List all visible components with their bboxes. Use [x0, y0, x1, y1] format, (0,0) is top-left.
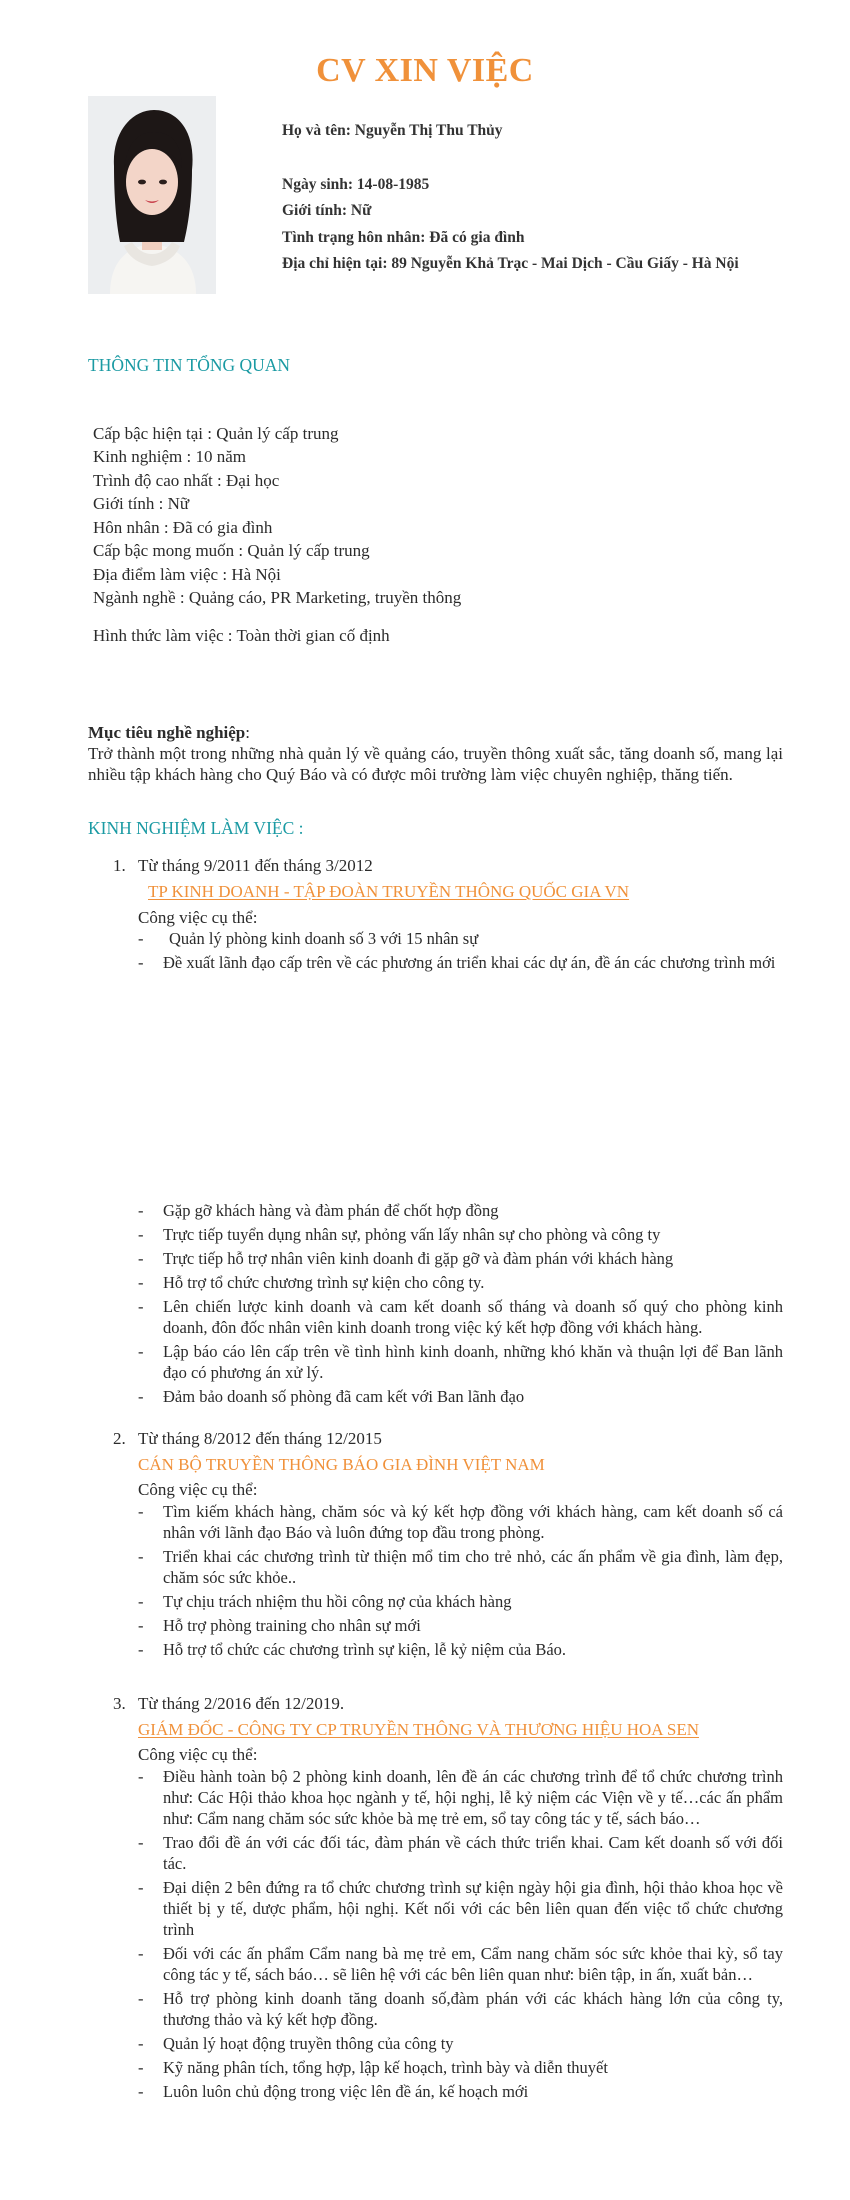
profile-photo [88, 96, 216, 294]
job-task: - Đảm bảo doanh số phòng đã cam kết với Ban lãnh đạo [138, 1386, 783, 1407]
job-period: Từ tháng 8/2012 đến tháng 12/2015 [138, 1429, 382, 1448]
overview-item: Kinh nghiệm : 10 năm [93, 447, 246, 466]
job-task: - Gặp gỡ khách hàng và đàm phán để chốt hợp đồng [138, 1200, 783, 1221]
overview-item: Giới tính : Nữ [93, 494, 190, 513]
job-task: - Quản lý hoạt động truyền thông của công ty [138, 2033, 783, 2054]
job-duties-label: Công việc cụ thể: [138, 908, 258, 927]
job-task: - Điều hành toàn bộ 2 phòng kinh doanh, lên đề án các chương trình để tổ chức chương trình như: Các Hội thảo khoa học ngành y tế, hội nghị, lễ kỷ niệm các Viện về y tế…các ấn phẩm như: Cẩm nang chăm sóc sức khỏe bà mẹ trẻ em, sổ tay công tác y tế, sách báo… [138, 1766, 783, 1829]
marital-status: Tình trạng hôn nhân: Đã có gia đình [282, 229, 525, 246]
job-task: - Hỗ trợ tổ chức các chương trình sự kiện, lễ kỷ niệm của Báo. [138, 1639, 783, 1660]
job-title: TP KINH DOANH - TẬP ĐOÀN TRUYỀN THÔNG QUỐC GIA VN [148, 882, 630, 901]
job-task: - Đề xuất lãnh đạo cấp trên về các phương án triển khai các dự án, đề án các chương trình mới [138, 952, 783, 973]
job-task-list [138, 1200, 783, 1410]
overview-item: Cấp bậc hiện tại : Quản lý cấp trung [93, 424, 339, 443]
job-number: 3. [113, 1694, 126, 1713]
job-number: 2. [113, 1429, 126, 1448]
job-number: 1. [113, 856, 126, 875]
job-task: - Triển khai các chương trình từ thiện mổ tim cho trẻ nhỏ, các ấn phẩm về gia đình, làm đẹp, chăm sóc sức khỏe.. [138, 1546, 783, 1588]
job-task: - Luôn luôn chủ động trong việc lên đề án, kế hoạch mới [138, 2081, 783, 2102]
job-task: - Trực tiếp tuyển dụng nhân sự, phỏng vấn lấy nhân sự cho phòng và công ty [138, 1224, 783, 1245]
job-task: - Trực tiếp hỗ trợ nhân viên kinh doanh đi gặp gỡ và đàm phán với khách hàng [138, 1248, 783, 1269]
overview-item: Địa điểm làm việc : Hà Nội [93, 565, 281, 584]
overview-item: Trình độ cao nhất : Đại học [93, 471, 280, 490]
job-task-list [138, 928, 783, 976]
job-period: Từ tháng 9/2011 đến tháng 3/2012 [138, 856, 373, 875]
date-of-birth: Ngày sinh: 14-08-1985 [282, 176, 430, 193]
job-task-list [138, 1501, 783, 1663]
job-task: - Tự chịu trách nhiệm thu hồi công nợ của khách hàng [138, 1591, 783, 1612]
job-task: - Kỹ năng phân tích, tổng hợp, lập kế hoạch, trình bày và diễn thuyết [138, 2057, 783, 2078]
job-task: - Lập báo cáo lên cấp trên về tình hình kinh doanh, những khó khăn và thuận lợi để Ban lãnh đạo có phương án xử lý. [138, 1341, 783, 1383]
overview-item: Ngành nghề : Quảng cáo, PR Marketing, truyền thông [93, 588, 462, 607]
job-title: CÁN BỘ TRUYỀN THÔNG BÁO GIA ĐÌNH VIỆT NAM [138, 1455, 545, 1474]
job-task: - Hỗ trợ tổ chức chương trình sự kiện cho công ty. [138, 1272, 783, 1293]
job-task: - Lên chiến lược kinh doanh và cam kết doanh số tháng và doanh số quý cho phòng kinh doanh, đôn đốc nhân viên kinh doanh trong việc ký kết hợp đồng với khách hàng. [138, 1296, 783, 1338]
overview-heading: THÔNG TIN TỔNG QUAN [88, 355, 291, 375]
career-goal-heading: Mục tiêu nghề nghiệp: [88, 723, 251, 742]
job-period: Từ tháng 2/2016 đến 12/2019. [138, 1694, 345, 1713]
job-task-list [138, 1766, 783, 2105]
job-task: - Đối với các ấn phẩm Cẩm nang bà mẹ trẻ em, Cẩm nang chăm sóc sức khỏe thai kỳ, sổ tay công tác y tế, sách báo… sẽ liên hệ với các bên liên quan như: biên tập, in ấn, xuất bản… [138, 1943, 783, 1985]
overview-item: Hình thức làm việc : Toàn thời gian cố định [93, 626, 390, 645]
job-duties-label: Công việc cụ thể: [138, 1745, 258, 1764]
page-title: CV XIN VIỆC [316, 52, 534, 89]
experience-heading: KINH NGHIỆM LÀM VIỆC : [88, 818, 304, 838]
job-task: - Quản lý phòng kinh doanh số 3 với 15 nhân sự [138, 928, 783, 949]
job-title: GIÁM ĐỐC - CÔNG TY CP TRUYỀN THÔNG VÀ THƯƠNG HIỆU HOA SEN [138, 1720, 699, 1739]
full-name: Họ và tên: Nguyễn Thị Thu Thủy [282, 122, 503, 139]
overview-item: Cấp bậc mong muốn : Quản lý cấp trung [93, 541, 370, 560]
overview-item: Hôn nhân : Đã có gia đình [93, 518, 273, 537]
job-task: - Tìm kiếm khách hàng, chăm sóc và ký kết hợp đồng với khách hàng, cam kết doanh số cá nhân với lãnh đạo Báo và luôn đứng top đầu trong phòng. [138, 1501, 783, 1543]
job-task: - Hỗ trợ phòng kinh doanh tăng doanh số,đàm phán với các khách hàng lớn của công ty, thương thảo và ký kết hợp đồng. [138, 1988, 783, 2030]
job-duties-label: Công việc cụ thể: [138, 1480, 258, 1499]
gender: Giới tính: Nữ [282, 202, 372, 219]
career-goal-text: Trở thành một trong những nhà quản lý về quảng cáo, truyền thông xuất sắc, tăng doanh số, mang lại nhiều tập khách hàng cho Quý Báo và có được môi trường làm việc chuyên nghiệp, thăng tiến. [88, 744, 783, 784]
job-task: - Đại diện 2 bên đứng ra tổ chức chương trình sự kiện ngày hội gia đình, hội thảo khoa học về thiết bị y tế, dược phẩm, hội nghị. Kết nối với các bên liên quan đến việc tổ chức chương trình [138, 1877, 783, 1940]
job-task: - Hỗ trợ phòng training cho nhân sự mới [138, 1615, 783, 1636]
job-task: - Trao đổi đề án với các đối tác, đàm phán về cách thức triển khai. Cam kết doanh số với đối tác. [138, 1832, 783, 1874]
current-address: Địa chỉ hiện tại: 89 Nguyễn Khả Trạc - Mai Dịch - Cầu Giấy - Hà Nội [282, 255, 739, 272]
